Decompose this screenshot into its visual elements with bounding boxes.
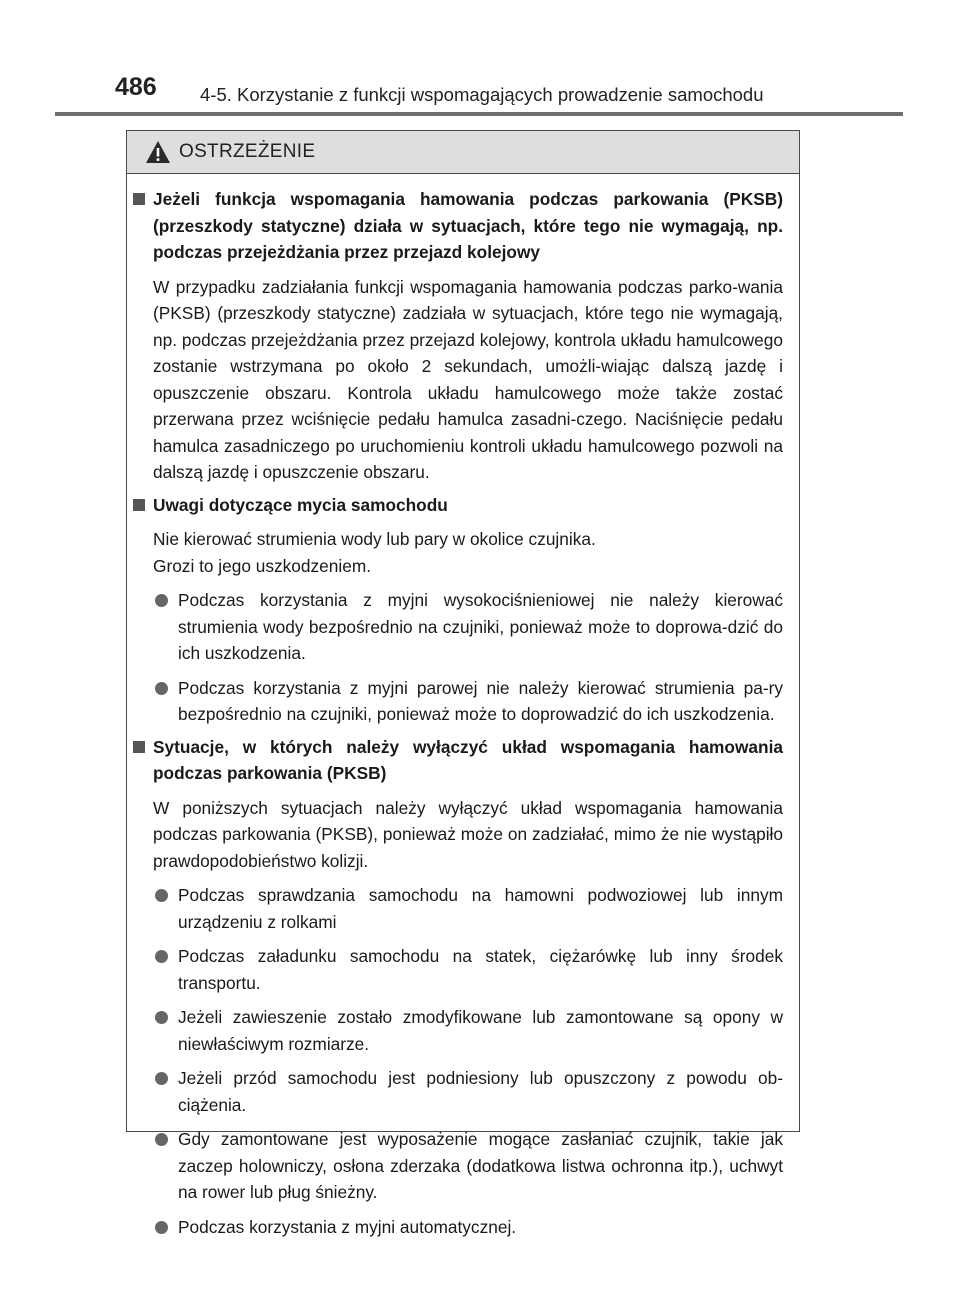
section-title: 4-5. Korzystanie z funkcji wspomagających prowadzenie samochodu (200, 84, 764, 105)
circle-bullet-icon (155, 889, 168, 902)
list-item-text: Podczas korzystania z myjni wysokociśnieniowej nie należy kierować strumienia wody bezpośrednio na czujniki, ponieważ może to doprowa-dzić do ich uszkodzenia. (178, 590, 783, 663)
list-item-text: Podczas załadunku samochodu na statek, ciężarówkę lub inny środek transportu. (178, 946, 783, 993)
list-item (131, 1004, 783, 1057)
warning-titlebar (127, 131, 799, 174)
square-bullet-icon (133, 499, 145, 511)
section-washing (131, 492, 783, 728)
list-item (131, 1065, 783, 1118)
circle-bullet-icon (155, 1221, 168, 1234)
section-heading-text: Uwagi dotyczące mycia samochodu (153, 494, 448, 515)
warning-triangle-icon (145, 140, 171, 164)
section-paragraph: W poniższych sytuacjach należy wyłączyć układ wspomagania hamowania podczas parkowania (PKSB), ponieważ może on zadziałać, mimo że nie wystąpiło prawdopodobieństwo kolizji. (153, 797, 783, 871)
list-item (131, 587, 783, 667)
section-paragraph (131, 526, 783, 579)
warning-title: OSTRZEŻENIE (179, 141, 316, 162)
page-header (0, 0, 960, 120)
list-item (131, 1126, 783, 1206)
section-disable-pksb (131, 734, 783, 1241)
section-heading (131, 492, 783, 519)
section-heading (131, 186, 783, 266)
circle-bullet-icon (155, 1011, 168, 1024)
warning-body (127, 174, 799, 1240)
paragraph-line: Nie kierować strumienia wody lub pary w okolice czujnika. (153, 529, 596, 549)
circle-bullet-icon (155, 950, 168, 963)
section-pksb-unneeded (131, 186, 783, 486)
section-heading-text: Jeżeli funkcja wspomagania hamowania podczas parkowania (PKSB) (przeszkody statyczne) działa w sytuacjach, które tego nie wymagają, np. podczas przejeżdżania przez przejazd kolejowy (153, 189, 783, 262)
circle-bullet-icon (155, 1072, 168, 1085)
list-item (131, 1214, 783, 1241)
circle-bullet-icon (155, 1133, 168, 1146)
list-item-text: Podczas sprawdzania samochodu na hamowni podwoziowej lub innym urządzeniu z rolkami (178, 885, 783, 932)
list-item (131, 943, 783, 996)
list-item (131, 882, 783, 935)
paragraph-line: Grozi to jego uszkodzeniem. (153, 555, 372, 576)
list-item-text: Podczas korzystania z myjni parowej nie należy kierować strumienia pa-ry bezpośrednio na czujniki, ponieważ może to doprowadzić do ich uszkodzenia. (178, 677, 783, 724)
circle-bullet-icon (155, 594, 168, 607)
section-heading-text: Sytuacje, w których należy wyłączyć układ wspomagania hamowania podczas parkowania (PKSB) (153, 736, 783, 783)
square-bullet-icon (133, 741, 145, 753)
square-bullet-icon (133, 193, 145, 205)
header-rule (55, 112, 903, 116)
list-item-text: Jeżeli zawieszenie zostało zmodyfikowane lub zamontowane są opony w niewłaściwym rozmiarze. (178, 1007, 783, 1054)
section-paragraph: W przypadku zadziałania funkcji wspomagania hamowania podczas parko-wania (PKSB) (przeszkody statyczne) zadziała w sytuacjach, które tego nie wymagają, np. podczas przejeżdżania przez przejazd kolejowy, kontrola układu hamulcowego zostanie wstrzymana po około 2 sekundach, umożli-wiając dalszą jazdę i opuszczenie obszaru. Kontrola układu hamulcowego może także zostać przerwana przez wciśnięcie pedału hamulca zasadni-czego. Naciśnięcie pedału hamulca zasadniczego po uruchomieniu kontroli układu hamulcowego pozwoli na dalszą jazdę i opuszczenie obszaru. (153, 276, 783, 482)
list-item-text: Jeżeli przód samochodu jest podniesiony lub opuszczony z powodu ob-ciążenia. (178, 1068, 783, 1115)
section-heading (131, 734, 783, 787)
circle-bullet-icon (155, 682, 168, 695)
list-item-text: Podczas korzystania z myjni automatycznej. (178, 1216, 517, 1237)
list-item (131, 675, 783, 728)
list-item-text: Gdy zamontowane jest wyposażenie mogące zasłaniać czujnik, takie jak zaczep holowniczy, osłona zderzaka (dodatkowa listwa ochronna itp.), uchwyt na rower lub pług śnieżny. (178, 1129, 783, 1202)
warning-box (126, 130, 800, 1237)
page-number: 486 (115, 73, 157, 101)
